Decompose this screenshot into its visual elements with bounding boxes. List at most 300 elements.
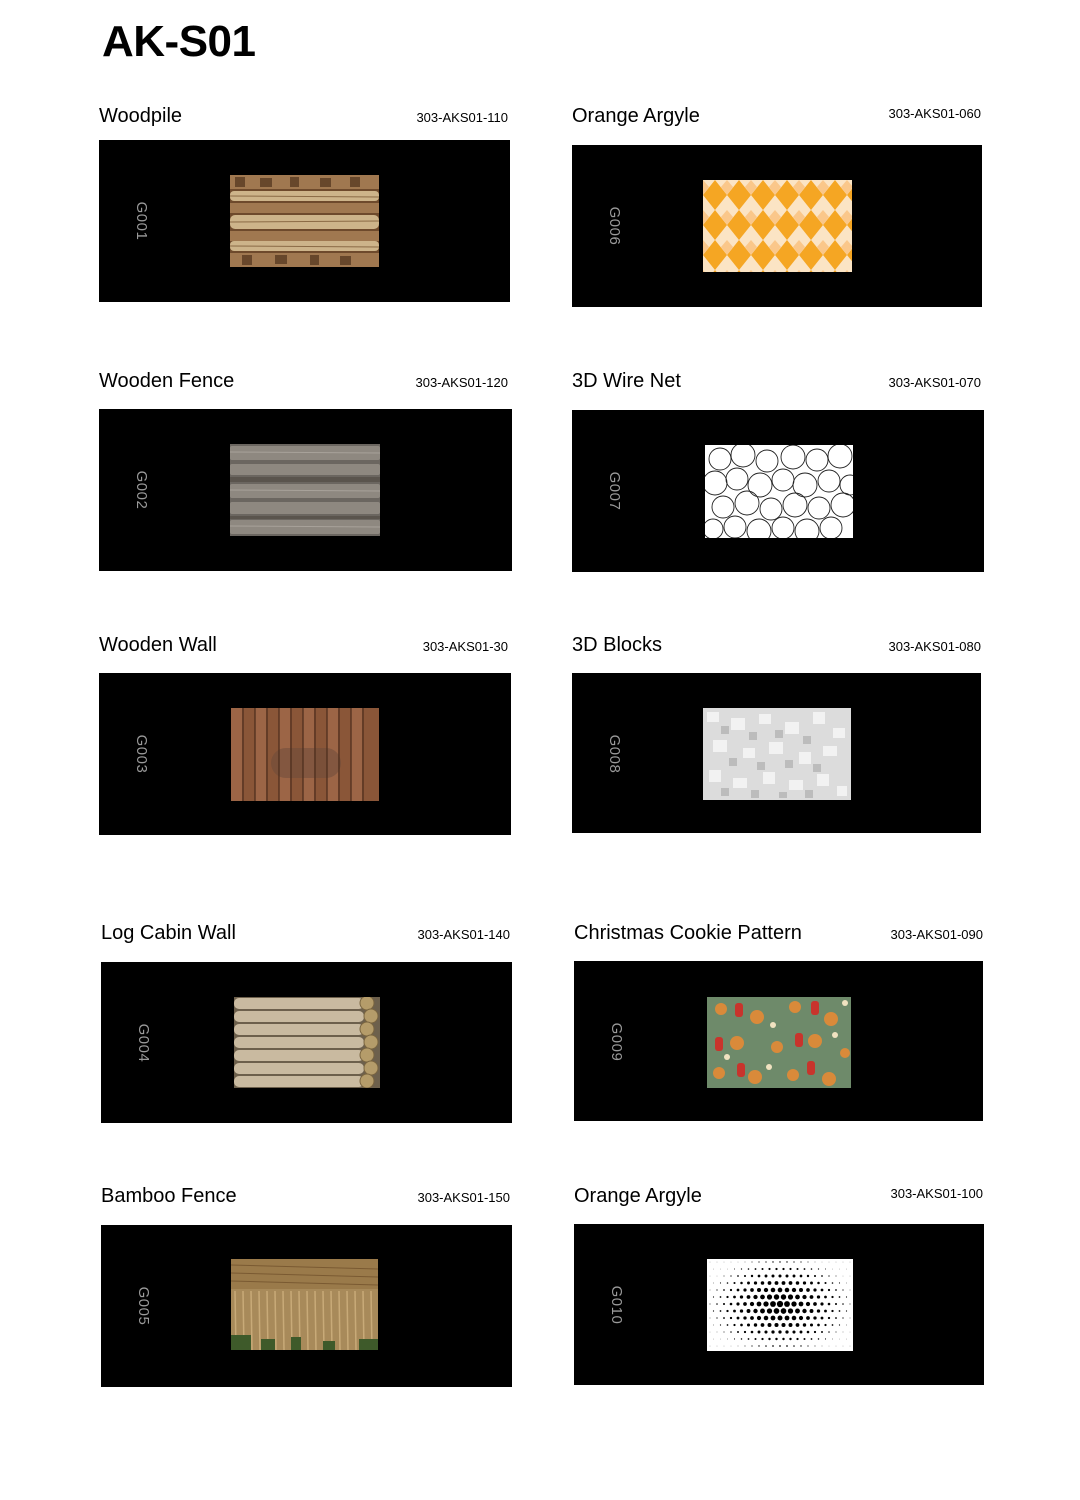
- halftone-dot: [831, 1296, 833, 1298]
- preview-panel: [572, 410, 984, 572]
- halftone-dot: [765, 1345, 767, 1347]
- halftone-dot: [772, 1345, 774, 1347]
- halftone-dot: [743, 1302, 747, 1306]
- halftone-dot: [824, 1296, 827, 1299]
- halftone-dot: [765, 1275, 768, 1278]
- halftone-dot: [733, 1310, 736, 1313]
- halftone-dot: [800, 1261, 801, 1262]
- product-code: 303-AKS01-070: [888, 375, 981, 390]
- halftone-dot: [782, 1281, 786, 1285]
- product-code: 303-AKS01-080: [888, 639, 981, 654]
- halftone-dot: [821, 1317, 824, 1320]
- preview-panel: [101, 962, 512, 1123]
- halftone-dot: [763, 1301, 768, 1306]
- product-name: Christmas Cookie Pattern: [574, 922, 802, 944]
- product-code: 303-AKS01-150: [417, 1190, 510, 1205]
- halftone-dot: [713, 1325, 714, 1326]
- halftone-dot: [744, 1275, 746, 1277]
- halftone-dot: [824, 1324, 826, 1326]
- halftone-dot: [750, 1288, 754, 1292]
- halftone-dot: [781, 1294, 786, 1299]
- halftone-dot: [743, 1288, 746, 1291]
- texture-swatch-orange-argyle: [703, 180, 852, 272]
- halftone-dot: [832, 1339, 833, 1340]
- halftone-dot: [774, 1308, 780, 1314]
- halftone-dot: [758, 1261, 759, 1262]
- halftone-dot: [724, 1262, 725, 1263]
- halftone-dot: [825, 1338, 826, 1339]
- halftone-dot: [781, 1323, 785, 1327]
- halftone-dot: [754, 1338, 756, 1340]
- halftone-dot: [802, 1309, 806, 1313]
- halftone-dot: [792, 1330, 795, 1333]
- halftone-dot: [850, 1276, 851, 1277]
- g-code-label: G007: [606, 471, 623, 511]
- halftone-dot: [767, 1294, 772, 1299]
- halftone-dot: [832, 1324, 834, 1326]
- halftone-dot: [795, 1295, 800, 1300]
- halftone-dot: [779, 1345, 781, 1347]
- halftone-dot: [835, 1303, 837, 1305]
- halftone-dot: [785, 1288, 790, 1293]
- halftone-dot: [720, 1282, 721, 1283]
- halftone-dot: [748, 1268, 750, 1270]
- g-code-label: G010: [608, 1285, 625, 1325]
- preview-panel: [101, 1225, 512, 1387]
- halftone-dot: [807, 1275, 809, 1277]
- product-code: 303-AKS01-110: [416, 110, 508, 125]
- halftone-dot: [730, 1303, 733, 1306]
- halftone-dot: [788, 1308, 793, 1313]
- halftone-dot: [717, 1346, 718, 1347]
- preview-panel: [572, 145, 982, 307]
- texture-swatch-3d-blocks: [703, 708, 851, 800]
- halftone-dot: [743, 1316, 746, 1319]
- halftone-dot: [846, 1325, 847, 1326]
- halftone-dot: [720, 1296, 722, 1298]
- product-name: Orange Argyle: [572, 105, 700, 127]
- halftone-dot: [850, 1346, 851, 1347]
- halftone-dot: [754, 1281, 757, 1284]
- product-code: 303-AKS01-140: [417, 927, 510, 942]
- product-name: Wooden Fence: [99, 370, 235, 392]
- halftone-dot: [740, 1282, 743, 1285]
- halftone-dot: [723, 1317, 725, 1319]
- halftone-dot: [730, 1317, 732, 1319]
- halftone-dot: [745, 1346, 746, 1347]
- g-code-label: G008: [606, 734, 623, 774]
- preview-panel: [574, 1224, 984, 1385]
- halftone-dot: [771, 1288, 776, 1293]
- halftone-dot: [850, 1332, 851, 1333]
- halftone-dot: [793, 1261, 794, 1262]
- halftone-dot: [839, 1269, 840, 1270]
- halftone-dot: [793, 1345, 795, 1347]
- halftone-dot: [784, 1301, 790, 1307]
- preview-panel: [99, 409, 512, 571]
- preview-panel: [99, 140, 510, 302]
- g-code-label: G006: [606, 206, 623, 246]
- halftone-dot: [753, 1295, 757, 1299]
- texture-swatch-christmas-cookie: [707, 997, 851, 1088]
- halftone-dot: [771, 1330, 774, 1333]
- halftone-dot: [782, 1268, 784, 1270]
- halftone-dot: [737, 1289, 740, 1292]
- halftone-dot: [800, 1345, 801, 1346]
- halftone-dot: [777, 1301, 783, 1307]
- halftone-dot: [731, 1262, 732, 1263]
- halftone-dot: [789, 1281, 793, 1285]
- halftone-dot: [723, 1331, 724, 1332]
- halftone-dot: [843, 1332, 844, 1333]
- halftone-dot: [793, 1275, 796, 1278]
- g-code-label: G002: [133, 470, 150, 510]
- halftone-dot: [771, 1316, 776, 1321]
- halftone-dot: [730, 1289, 732, 1291]
- halftone-dot: [727, 1282, 729, 1284]
- halftone-dot: [846, 1283, 847, 1284]
- halftone-dot: [795, 1309, 800, 1314]
- halftone-dot: [803, 1338, 805, 1340]
- halftone-dot: [796, 1281, 800, 1285]
- halftone-dot: [751, 1345, 752, 1346]
- halftone-dot: [738, 1346, 739, 1347]
- halftone-dot: [802, 1295, 806, 1299]
- halftone-dot: [792, 1316, 797, 1321]
- halftone-dot: [720, 1324, 721, 1325]
- halftone-dot: [774, 1294, 779, 1299]
- halftone-dot: [813, 1288, 816, 1291]
- halftone-dot: [727, 1339, 728, 1340]
- halftone-dot: [791, 1301, 796, 1306]
- halftone-dot: [720, 1339, 721, 1340]
- halftone-dot: [778, 1330, 781, 1333]
- halftone-dot: [821, 1275, 823, 1277]
- halftone-dot: [811, 1338, 813, 1340]
- halftone-dot: [710, 1318, 711, 1319]
- halftone-dot: [778, 1316, 783, 1321]
- halftone-dot: [727, 1324, 729, 1326]
- g-code-label: G005: [135, 1286, 152, 1326]
- halftone-dot: [846, 1310, 847, 1311]
- halftone-dot: [839, 1296, 841, 1298]
- halftone-dot: [761, 1281, 765, 1285]
- halftone-dot: [818, 1338, 819, 1339]
- halftone-dot: [730, 1275, 731, 1276]
- halftone-dot: [835, 1331, 836, 1332]
- halftone-dot: [775, 1281, 779, 1285]
- halftone-dot: [778, 1274, 781, 1277]
- halftone-dot: [839, 1324, 840, 1325]
- halftone-dot: [814, 1275, 816, 1277]
- halftone-dot: [768, 1323, 772, 1327]
- halftone-dot: [832, 1282, 834, 1284]
- texture-swatch-bamboo-fence: [231, 1259, 378, 1350]
- texture-swatch-woodpile: [230, 175, 379, 267]
- halftone-dot: [774, 1323, 778, 1327]
- halftone-dot: [817, 1282, 820, 1285]
- product-name: Wooden Wall: [99, 634, 217, 656]
- halftone-dot: [836, 1346, 837, 1347]
- halftone-dot: [817, 1295, 820, 1298]
- product-code: 303-AKS01-060: [888, 106, 981, 121]
- halftone-dot: [716, 1289, 717, 1290]
- halftone-dot: [821, 1331, 823, 1333]
- halftone-dot: [713, 1269, 714, 1270]
- halftone-dot: [842, 1317, 843, 1318]
- halftone-dot: [785, 1316, 790, 1321]
- halftone-dot: [737, 1275, 739, 1277]
- page-title: AK-S01: [102, 17, 256, 66]
- halftone-dot: [832, 1269, 833, 1270]
- halftone-dot: [813, 1316, 816, 1319]
- halftone-dot: [825, 1269, 826, 1270]
- halftone-dot: [810, 1309, 814, 1313]
- halftone-dot: [724, 1276, 725, 1277]
- halftone-dot: [710, 1290, 711, 1291]
- halftone-dot: [846, 1339, 847, 1340]
- halftone-dot: [835, 1317, 837, 1319]
- halftone-dot: [821, 1289, 824, 1292]
- halftone-dot: [820, 1302, 823, 1305]
- halftone-dot: [761, 1268, 763, 1270]
- halftone-dot: [828, 1331, 830, 1333]
- halftone-dot: [785, 1330, 788, 1333]
- halftone-dot: [786, 1345, 788, 1347]
- halftone-dot: [796, 1338, 798, 1340]
- halftone-dot: [849, 1303, 850, 1304]
- product-code: 303-AKS01-090: [890, 927, 983, 942]
- halftone-dot: [828, 1303, 831, 1306]
- halftone-dot: [717, 1332, 718, 1333]
- halftone-dot: [786, 1261, 787, 1262]
- halftone-dot: [781, 1308, 787, 1314]
- halftone-dot: [835, 1289, 837, 1291]
- halftone-dot: [810, 1282, 813, 1285]
- halftone-dot: [807, 1345, 808, 1346]
- halftone-dot: [741, 1338, 742, 1339]
- halftone-dot: [723, 1303, 725, 1305]
- product-name: Orange Argyle: [574, 1185, 702, 1207]
- halftone-dot: [713, 1296, 714, 1297]
- halftone-dot: [716, 1317, 717, 1318]
- product-name: 3D Wire Net: [572, 370, 681, 392]
- halftone-dot: [733, 1324, 735, 1326]
- halftone-dot: [813, 1302, 817, 1306]
- halftone-dot: [803, 1281, 806, 1284]
- halftone-dot: [799, 1288, 803, 1292]
- texture-swatch-wooden-wall: [231, 708, 379, 801]
- halftone-dot: [713, 1283, 714, 1284]
- halftone-dot: [751, 1275, 753, 1277]
- halftone-dot: [828, 1275, 829, 1276]
- halftone-dot: [846, 1269, 847, 1270]
- halftone-dot: [734, 1338, 735, 1339]
- halftone-dot: [789, 1268, 791, 1270]
- halftone-dot: [842, 1289, 843, 1290]
- halftone-dot: [800, 1331, 803, 1334]
- halftone-dot: [709, 1303, 710, 1304]
- halftone-dot: [770, 1301, 776, 1307]
- product-name: 3D Blocks: [572, 634, 663, 656]
- halftone-dot: [748, 1338, 750, 1340]
- product-code: 303-AKS01-100: [890, 1186, 983, 1201]
- halftone-dot: [758, 1345, 759, 1346]
- halftone-dot: [824, 1310, 827, 1313]
- halftone-dot: [818, 1268, 819, 1269]
- halftone-dot: [750, 1316, 754, 1320]
- halftone-dot: [839, 1339, 840, 1340]
- halftone-dot: [842, 1303, 844, 1305]
- g-code-label: G003: [133, 734, 150, 774]
- halftone-dot: [824, 1282, 826, 1284]
- halftone-dot: [850, 1262, 851, 1263]
- halftone-dot: [720, 1310, 722, 1312]
- halftone-dot: [741, 1268, 742, 1269]
- halftone-dot: [757, 1302, 762, 1307]
- halftone-dot: [792, 1288, 796, 1292]
- halftone-dot: [744, 1331, 746, 1333]
- halftone-dot: [771, 1274, 774, 1277]
- halftone-dot: [800, 1275, 803, 1278]
- halftone-dot: [768, 1281, 772, 1285]
- halftone-dot: [752, 1262, 753, 1263]
- halftone-dot: [814, 1331, 816, 1333]
- halftone-dot: [760, 1309, 765, 1314]
- halftone-dot: [785, 1274, 788, 1277]
- halftone-dot: [760, 1295, 765, 1300]
- halftone-dot: [717, 1276, 718, 1277]
- g-code-label: G009: [608, 1022, 625, 1062]
- texture-swatch-log-cabin: [234, 997, 380, 1088]
- halftone-dot: [713, 1339, 714, 1340]
- halftone-dot: [775, 1268, 777, 1270]
- halftone-dot: [764, 1330, 767, 1333]
- halftone-dot: [765, 1261, 766, 1262]
- halftone-dot: [779, 1261, 780, 1262]
- halftone-dot: [807, 1331, 810, 1334]
- halftone-dot: [764, 1288, 768, 1292]
- halftone-dot: [755, 1268, 757, 1270]
- halftone-dot: [710, 1276, 711, 1277]
- halftone-dot: [757, 1288, 761, 1292]
- halftone-dot: [850, 1318, 851, 1319]
- product-code: 303-AKS01-30: [422, 639, 508, 654]
- halftone-dot: [751, 1331, 754, 1334]
- halftone-dot: [738, 1262, 739, 1263]
- halftone-dot: [747, 1323, 750, 1326]
- halftone-dot: [811, 1268, 813, 1270]
- preview-panel: [574, 961, 983, 1121]
- halftone-dot: [768, 1268, 770, 1270]
- halftone-dot: [817, 1309, 820, 1312]
- halftone-dot: [737, 1317, 740, 1320]
- halftone-dot: [758, 1275, 761, 1278]
- halftone-dot: [806, 1288, 810, 1292]
- halftone-dot: [828, 1317, 830, 1319]
- halftone-dot: [733, 1282, 735, 1284]
- g-code-label: G004: [135, 1023, 152, 1063]
- halftone-dot: [761, 1323, 765, 1327]
- halftone-dot: [803, 1323, 806, 1326]
- product-code: 303-AKS01-120: [415, 375, 508, 390]
- halftone-dot: [836, 1276, 837, 1277]
- halftone-dot: [730, 1331, 732, 1333]
- halftone-dot: [726, 1296, 728, 1298]
- halftone-dot: [839, 1310, 841, 1312]
- halftone-dot: [736, 1302, 739, 1305]
- halftone-dot: [772, 1261, 773, 1262]
- halftone-dot: [817, 1324, 820, 1327]
- texture-swatch-wooden-fence: [230, 444, 380, 536]
- halftone-dot: [716, 1303, 718, 1305]
- halftone-dot: [733, 1296, 736, 1299]
- halftone-dot: [720, 1269, 721, 1270]
- halftone-dot: [831, 1310, 833, 1312]
- halftone-dot: [727, 1269, 728, 1270]
- halftone-dot: [737, 1331, 739, 1333]
- halftone-dot: [789, 1338, 791, 1340]
- halftone-dot: [740, 1309, 743, 1312]
- halftone-dot: [843, 1276, 844, 1277]
- halftone-dot: [768, 1338, 770, 1340]
- halftone-dot: [753, 1309, 757, 1313]
- halftone-dot: [713, 1310, 714, 1311]
- halftone-dot: [740, 1295, 743, 1298]
- halftone-dot: [815, 1262, 816, 1263]
- halftone-dot: [846, 1296, 847, 1297]
- halftone-dot: [745, 1262, 746, 1263]
- halftone-dot: [726, 1310, 728, 1312]
- halftone-dot: [799, 1316, 803, 1320]
- halftone-dot: [806, 1316, 810, 1320]
- halftone-dot: [829, 1346, 830, 1347]
- halftone-dot: [778, 1288, 783, 1293]
- halftone-dot: [822, 1262, 823, 1263]
- halftone-dot: [710, 1332, 711, 1333]
- texture-swatch-halftone-dots: [707, 1259, 853, 1351]
- halftone-dot: [789, 1323, 793, 1327]
- halftone-dot: [764, 1316, 769, 1321]
- halftone-dot: [810, 1295, 814, 1299]
- halftone-dot: [799, 1302, 804, 1307]
- texture-swatch-wire-net: [705, 445, 853, 538]
- halftone-dot: [850, 1290, 851, 1291]
- halftone-dot: [810, 1323, 813, 1326]
- halftone-dot: [740, 1324, 743, 1327]
- halftone-dot: [754, 1323, 757, 1326]
- halftone-dot: [828, 1289, 830, 1291]
- halftone-dot: [788, 1294, 793, 1299]
- halftone-dot: [808, 1262, 809, 1263]
- halftone-dot: [822, 1346, 823, 1347]
- halftone-dot: [775, 1338, 777, 1340]
- halftone-dot: [731, 1346, 732, 1347]
- halftone-dot: [758, 1331, 761, 1334]
- halftone-dot: [829, 1262, 830, 1263]
- preview-panel: [99, 673, 511, 835]
- halftone-dot: [843, 1262, 844, 1263]
- preview-panel: [572, 673, 981, 833]
- g-code-label: G001: [133, 201, 150, 241]
- halftone-dot: [839, 1282, 840, 1283]
- halftone-dot: [734, 1269, 735, 1270]
- halftone-dot: [710, 1262, 711, 1263]
- halftone-dot: [750, 1302, 754, 1306]
- halftone-dot: [724, 1346, 725, 1347]
- halftone-dot: [747, 1309, 751, 1313]
- halftone-dot: [804, 1268, 806, 1270]
